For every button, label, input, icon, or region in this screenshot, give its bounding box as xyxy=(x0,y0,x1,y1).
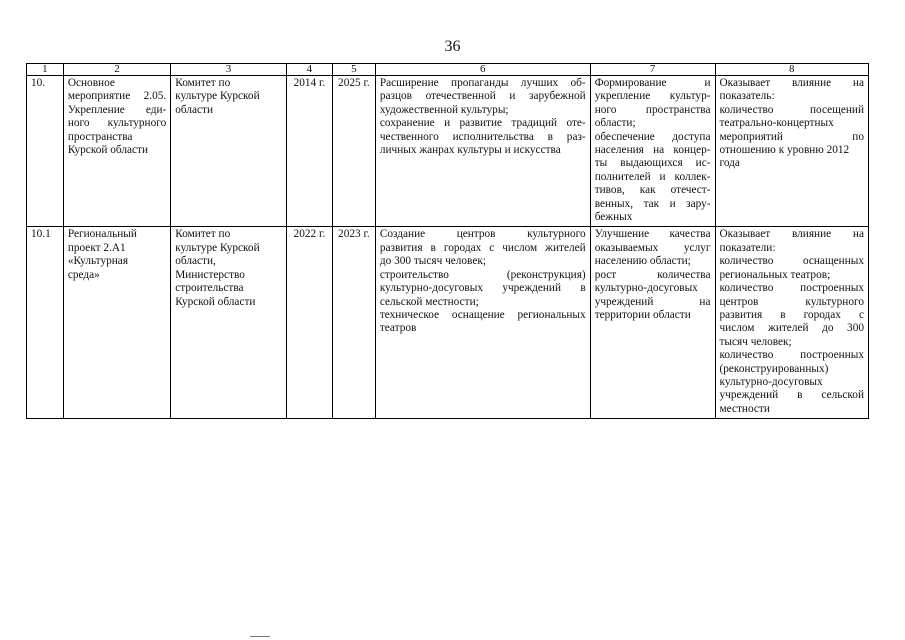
cell-line: населения на концер- xyxy=(594,144,711,157)
cell-line: художественной культуры; xyxy=(379,103,509,116)
cell-line: личных жанрах культуры и искусства xyxy=(379,144,561,157)
cell-line: Региональный xyxy=(67,228,137,241)
cell-line: Формирование и xyxy=(594,77,711,89)
header-row xyxy=(27,64,869,76)
cell-line: области; xyxy=(594,117,636,130)
cell-line: местности xyxy=(719,402,770,415)
cell-line: культуре Курской xyxy=(175,241,260,254)
cell-line: Курской области xyxy=(67,144,149,157)
cell-line: года xyxy=(719,157,740,170)
cell-line: театров xyxy=(379,322,417,335)
cell-line: Оказывает влияние на xyxy=(719,77,864,89)
measure-name-cell xyxy=(63,227,170,419)
cell-line: количество построенных xyxy=(719,282,864,295)
cell-line: мероприятие 2.05. xyxy=(67,90,167,103)
column-header: 3 xyxy=(171,64,287,76)
page-number: 36 xyxy=(444,38,461,55)
cell-line: области xyxy=(175,103,214,116)
cell-line: культуре Курской xyxy=(175,90,260,103)
cell-line: проект 2.А1 xyxy=(67,241,126,254)
cell-line: полнителей и коллек- xyxy=(594,170,711,183)
column-header: 4 xyxy=(286,64,332,76)
expected-result-cell xyxy=(375,227,590,419)
table-row xyxy=(27,227,869,419)
cell-line: тысяч человек; xyxy=(719,335,792,348)
cell-line: территории области xyxy=(594,308,691,321)
cell-line: мероприятий по xyxy=(719,130,864,143)
column-header: 7 xyxy=(590,64,715,76)
responsible-cell xyxy=(171,76,287,227)
cell-line: учреждений в сельской xyxy=(719,389,864,402)
cell-line: отношению к уровню 2012 xyxy=(719,144,850,157)
cell-line: развития в городах с xyxy=(719,308,864,321)
cell-line: области, xyxy=(175,255,216,268)
end-year: 2023 г. xyxy=(332,227,375,419)
indicator-relation-cell xyxy=(715,227,869,419)
column-header: 2 xyxy=(63,64,170,76)
cell-line: сохранение и развитие традиций оте- xyxy=(379,117,586,130)
expected-result-cell xyxy=(375,76,590,227)
cell-line: количество построенных xyxy=(719,349,864,362)
cell-line: оказываемых услуг xyxy=(594,241,711,254)
cell-line: центров культурного xyxy=(719,295,864,308)
scan-edge-mark xyxy=(250,636,270,637)
cell-line: до 300 тысяч человек; xyxy=(379,255,486,268)
table-row xyxy=(27,76,869,227)
measures-table xyxy=(26,63,869,419)
cell-line: Расширение пропаганды лучших об- xyxy=(379,77,586,89)
cell-line: чественного исполнительства в раз- xyxy=(379,130,586,143)
cell-line: Укрепление еди- xyxy=(67,103,167,116)
column-header: 5 xyxy=(332,64,375,76)
cell-line: развития в городах с числом жителей xyxy=(379,241,586,254)
cell-line: бежных xyxy=(594,211,633,224)
cell-line: венных, так и зару- xyxy=(594,197,711,210)
cell-line: показатель: xyxy=(719,90,775,103)
cell-line: техническое оснащение региональных xyxy=(379,308,586,321)
cell-line: ного пространства xyxy=(594,103,711,116)
cell-line: (реконструированных) xyxy=(719,362,829,375)
cell-line: Улучшение качества xyxy=(594,228,711,241)
consequences-cell xyxy=(590,227,715,419)
cell-line: сельской местности; xyxy=(379,295,479,308)
cell-line: ного культурного xyxy=(67,117,167,130)
row-number: 10.1 xyxy=(27,227,64,419)
responsible-cell xyxy=(171,227,287,419)
cell-line: учреждений на xyxy=(594,295,711,308)
consequences-cell xyxy=(590,76,715,227)
cell-line: показатели: xyxy=(719,241,776,254)
cell-line: Оказывает влияние на xyxy=(719,228,864,241)
cell-line: «Культурная xyxy=(67,255,129,268)
indicator-relation-cell xyxy=(715,76,869,227)
cell-line: культурно-досуговых xyxy=(719,375,823,388)
cell-line: тивов, как отечест- xyxy=(594,184,711,197)
cell-line: культурно-досуговых учреждений в xyxy=(379,282,586,295)
cell-line: количество посещений xyxy=(719,103,864,116)
cell-line: Курской области xyxy=(175,295,256,308)
start-year: 2014 г. xyxy=(286,76,332,227)
column-header: 8 xyxy=(715,64,869,76)
cell-line: региональных театров; xyxy=(719,268,831,281)
cell-line: строительства xyxy=(175,282,244,295)
cell-line: Создание центров культурного xyxy=(379,228,586,241)
cell-line: населению области; xyxy=(594,255,691,268)
column-header: 6 xyxy=(375,64,590,76)
row-number: 10. xyxy=(27,76,64,227)
cell-line: числом жителей до 300 xyxy=(719,322,864,335)
cell-line: рост количества xyxy=(594,268,711,281)
cell-line: обеспечение доступа xyxy=(594,130,711,143)
cell-line: Комитет по xyxy=(175,228,231,241)
cell-line: разцов отечественной и зарубежной xyxy=(379,90,586,103)
cell-line: Министерство xyxy=(175,268,245,281)
cell-line: среда» xyxy=(67,268,100,281)
cell-line: культурно-досуговых xyxy=(594,282,698,295)
column-header: 1 xyxy=(27,64,64,76)
cell-line: Комитет по xyxy=(175,77,231,89)
start-year: 2022 г. xyxy=(286,227,332,419)
cell-line: Основное xyxy=(67,77,115,89)
cell-line: пространства xyxy=(67,130,133,143)
cell-line: строительство (реконструкция) xyxy=(379,268,586,281)
cell-line: количество оснащенных xyxy=(719,255,864,268)
cell-line: театрально-концертных xyxy=(719,117,834,130)
cell-line: ты выдающихся ис- xyxy=(594,157,711,170)
end-year: 2025 г. xyxy=(332,76,375,227)
cell-line: укрепление культур- xyxy=(594,90,711,103)
measure-name-cell xyxy=(63,76,170,227)
